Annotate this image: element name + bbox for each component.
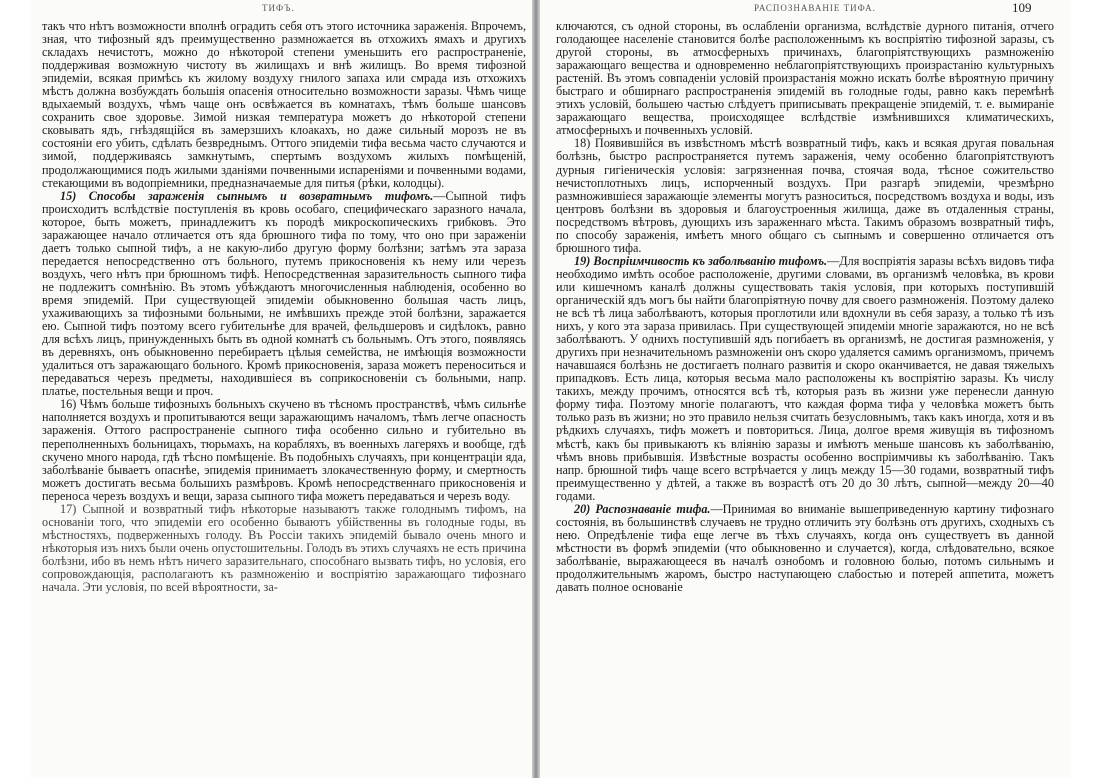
right-page [540,0,1070,778]
book-gutter [532,0,540,778]
section-heading: 19) Воспріимчивость къ заболѣванію тифомъ. [574,253,828,268]
paragraph: 16) Чѣмъ больше тифозныхъ больныхъ скучено въ тѣсномъ пространствѣ, чѣмъ сильнѣе наполняется воздухъ и пропитываются вещи заражающимъ началомъ, тѣмъ легче опасность зараженія. Оттого распространеніе сыпного тифа особенно сильно и губительно въ переполненныхъ больницахъ, тюрьмахъ, на корабляхъ, въ военныхъ лагеряхъ и вообще, гдѣ скучено много народа, гдѣ тѣсно помѣщеніе. Въ подобныхъ случаяхъ, при концентраціи яда, заболѣваніе бываетъ опаснѣе, эпидемія принимаетъ злокачественную форму, и смертность можетъ достигать весьма большихъ размѣровъ. Кромѣ непосредственнаго прикосновенія и переноса черезъ воздухъ и вещи, зараза сыпного тифа можетъ передаваться и черезъ воду. [42,397,526,503]
right-page-text [556,20,1054,594]
section-heading: 20) Распознаваніе тифа. [574,501,711,516]
paragraph: ключаются, съ одной стороны, въ ослабленіи организма, вслѣдствіе дурного питанія, отчего голодающее населеніе становится болѣе расположеннымъ къ воспріятію тифозной заразы, съ другой стороны, въ атмосферныхъ причинахъ, благопріятствующихъ размноженію заражающаго вещества и одновременно неблагопріятствующихъ произрастанію культурныхъ растеній. Въ этомъ совпаденіи условій произрастанія можно искать болѣе вѣроятную причину быстраго и обширнаго распространенія эпидемій въ голодные годы, равно какъ перемѣнѣ этихъ условій, большею частью слѣдуетъ приписывать прекращеніе эпидемій, т. е. вымираніе заражающаго вещества, происходящее вслѣдствіе измѣнившихся климатическихъ, атмосферныхъ и почвенныхъ условій. [556,19,1054,138]
paragraph: такъ что нѣтъ возможности вполнѣ оградить себя отъ этого источника зараженія. Впрочемъ, зная, что тифозный ядъ преимущественно размножается въ отхожихъ ямахъ и другихъ складахъ нечистотъ, можно до нѣкоторой степени уменьшить его распространеніе, поддерживая возможную чистоту въ жилищахъ и внѣ жилищъ. Во время тифозной эпидеміи, всякая примѣсь къ жилому воздуху гнилого запаха или смрада изъ отхожихъ мѣстъ должна возбуждать большія опасенія относительно возможности заразы. Чѣмъ чище вдыхаемый воздухъ, чѣмъ чаще онъ освѣжается въ комнатахъ, тѣмъ больше шансовъ сохранить свое здоровье. Зимой низкая температура можетъ до нѣкоторой степени сковывать ядъ, гнѣздящійся въ замерзшихъ клоакахъ, но даже сильный морозъ не въ состояніи его убить, сдѣлать безвреднымъ. Оттого эпидеміи тифа весьма часто случаются и зимой, поддерживаясь замкнутымъ, спертымъ воздухомъ жилыхъ помѣщеній, продолжающимися подъ жилыми зданіями почвенными испареніями и почвенными водами, стекающими въ водопріемники, предназначаемые для питья (рѣки, колодцы). [42,19,526,190]
page-number: 109 [1012,0,1032,15]
running-head-right: РАСПОЗНАВАНІЕ ТИФА. [754,3,876,13]
section-heading: 15) Способы зараженія сыпнымъ и возвратнымъ тифомъ. [60,188,434,203]
paragraph: 17) Сыпной и возвратный тифъ нѣкоторые называютъ также голоднымъ тифомъ, на основаніи того, что эпидеміи его особенно бываютъ убійственны въ голодные годы, въ мѣстностяхъ, подверженныхъ голоду. Въ Россіи такихъ эпидемій бывало очень много и нѣкоторыя изъ нихъ были очень опустошительны. Голодъ въ этихъ случаяхъ не есть причина болѣзни, ибо въ немъ нѣтъ ничего заразительнаго, способнаго вызвать тифъ, но условія, его сопровождающія, располагаютъ къ размноженію и воспріятію заражающаго тифознаго начала. Эти условія, по всей вѣроятности, за- [42,501,526,595]
running-head-left: ТИФЪ. [262,3,295,13]
left-margin [0,0,30,778]
paragraph: 18) Появившійся въ извѣстномъ мѣстѣ возвратный тифъ, какъ и всякая другая повальная болѣзнь, быстро распространяется путемъ зараженія, чему особенно благопріятствуютъ дурныя гигіеническія условія: загрязненная почва, стоячая вода, тѣсное сожительство нечистоплотныхъ лицъ, испорченный воздухъ. При разгарѣ эпидеміи, чрезмѣрно размножившіеся заражающіе элементы могутъ разноситься, посредствомъ воздуха и воды, изъ центровъ болѣзни въ здоровыя и благоустроенныя жилища, даже въ отдаленныя страны, посредствомъ вѣтровъ, дующихъ изъ зараженнаго мѣста. Такимъ образомъ возвратный тифъ, по способу зараженія, имѣетъ много общаго съ сыпнымъ и совершенно отличается отъ брюшного тифа. [556,136,1054,255]
left-page-text [42,20,526,594]
right-margin [1070,0,1100,778]
paragraph: 20) Распознаваніе тифа.—Принимая во вниманіе вышеприведенную картину тифознаго состоянія, въ большинствѣ случаевъ не трудно отличить эту болѣзнь отъ другихъ, сходныхъ съ нею. Опредѣленіе тифа еще легче въ тѣхъ случаяхъ, когда онъ существуетъ въ данной мѣстности въ формѣ эпидеміи (что обыкновенно и случается), когда, слѣдовательно, всякое заболѣваніе, выражающееся въ началѣ ознобомъ и головною болью, потомъ сильнымъ и продолжительнымъ жаромъ, быстро наступающею слабостью и потерей аппетита, можетъ давать полное основаніе [556,501,1054,595]
paragraph: 15) Способы зараженія сыпнымъ и возвратнымъ тифомъ.—Сыпной тифъ происходитъ вслѣдствіе поступленія въ кровь особаго, специфическаго заразного начала, которое, быть можетъ, принадлежитъ къ породѣ микроскопическихъ грибковъ. Это заражающее начало отличается отъ яда брюшного тифа по тому, что оно при зараженіи даетъ только сыпной тифъ, а не какую-либо другую форму болѣзни; затѣмъ эта зараза передается непосредственно отъ больного, путемъ прикосновенія къ нему или черезъ воздухъ, чего нѣтъ при брюшномъ тифѣ. Непосредственная заразительность сыпного тифа не подлежитъ сомнѣнію. Въ этомъ убѣждаютъ многочисленныя наблюденія, особенно во время эпидемій. При существующей эпидеміи обыкновенно большая часть лицъ, ухаживающихъ за тифозными больными, не имѣвшихъ прежде этой болѣзни, заражается ею. Сыпной тифъ поэтому всего губительнѣе для врачей, фельдшеровъ и сидѣлокъ, равно для всѣхъ лицъ, принужденныхъ быть въ одной комнатѣ съ больнымъ. Отъ этого, появляясь въ деревняхъ, онъ обыкновенно перебираетъ цѣлыя семейства, не имѣющія возможности удалиться отъ заражающаго больного. Кромѣ прикосновенія, зараза можетъ переноситься и передаваться черезъ предметы, находившіеся въ соприкосновеніи съ больными, напр. платье, постельныя вещи и проч. [42,188,526,399]
left-page [30,0,532,778]
paragraph: 19) Воспріимчивость къ заболѣванію тифомъ.—Для воспріятія заразы всѣхъ видовъ тифа необходимо имѣть особое расположеніе, другими словами, въ организмѣ человѣка, въ крови или кишечномъ каналѣ должны существовать такія условія, при которыхъ поступившій органическій ядъ могъ бы найти благопріятную почву для своего размноженія. Поэтому далеко не всѣ тѣ лица заболѣваютъ, которыя проглотили или вдохнули въ себя заразу, а только тѣ изъ нихъ, у кого эта зараза привилась. При существующей эпидеміи многіе заражаются, но не всѣ заболѣваютъ. У однихъ поступившій ядъ погибаетъ въ организмѣ, не достигая размноженія, у другихъ при незначительномъ размноженіи онъ скоро удаляется самимъ организмомъ, причемъ начавшаяся болѣзнь не достигаетъ полнаго развитія и скоро оканчивается, не давая тяжелыхъ припадковъ. Есть лица, которыя весьма мало расположены къ воспріятію заразы. Къ числу такихъ, между прочимъ, относятся всѣ тѣ, которыя разъ въ жизни уже перенесли данную форму тифа. Поэтому многіе полагаютъ, что каждая форма тифа у человѣка можетъ быть только разъ въ жизни; но это правило нельзя считать безусловнымъ, такъ какъ иногда, хотя и въ рѣдкихъ случаяхъ, тифъ можетъ и повториться. Лица, долгое время живущія въ тифозномъ мѣстѣ, какъ бы привыкаютъ къ вліянію заразы и имѣютъ меньше шансовъ къ заболѣванію, чѣмъ вновь прибывшія. Извѣстные возрасты особенно воспріимчивы къ заболѣванію. Такъ напр. брюшной тифъ чаще всего встрѣчается у лицъ между 15—30 годами, возвратный тифъ преимущественно у дѣтей, а также въ возрастѣ отъ 20 до 30 лѣтъ, сыпной—между 20—40 годами. [556,253,1054,503]
